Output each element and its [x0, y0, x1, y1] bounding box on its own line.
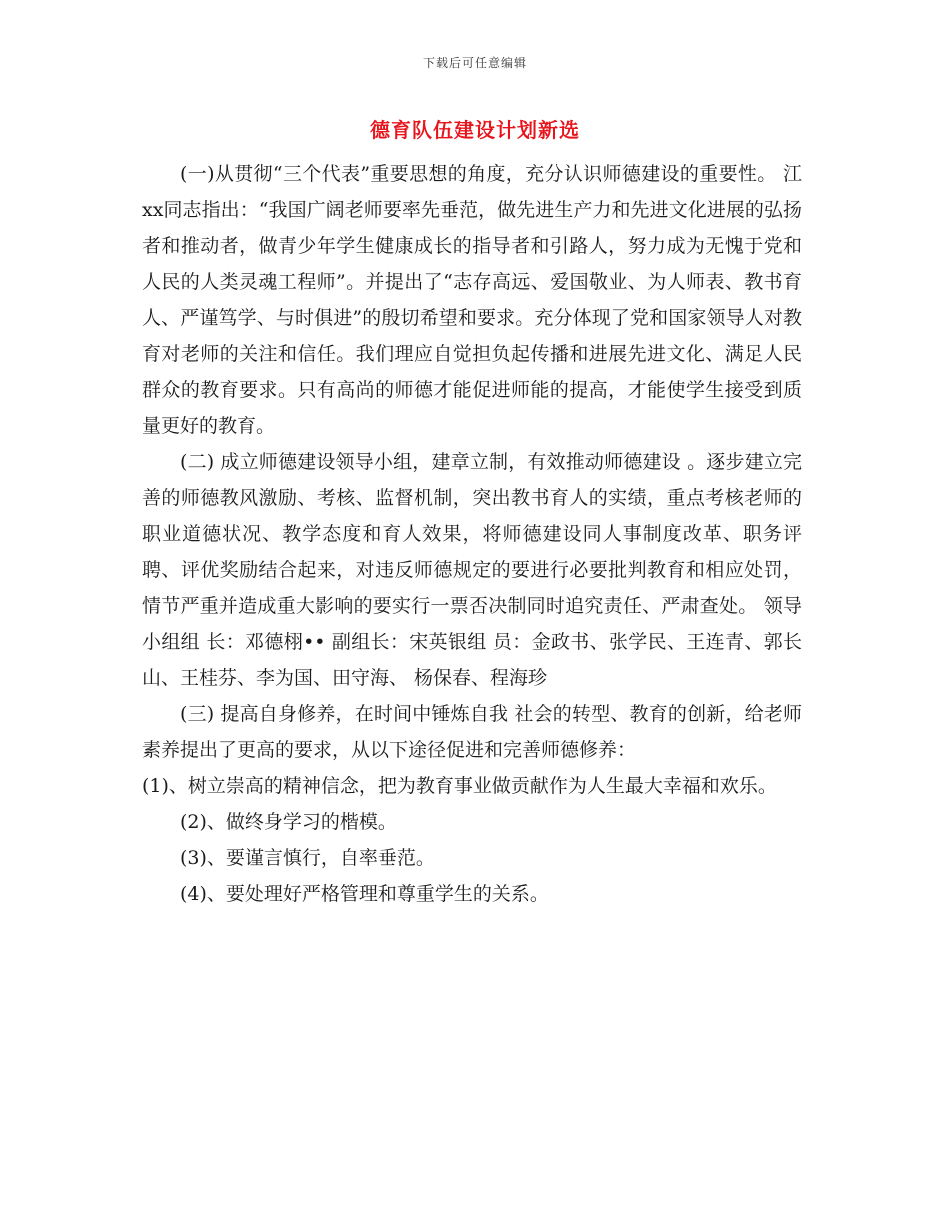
paragraph-section-3: (三) 提高自身修养，在时间中锤炼自我 社会的转型、教育的创新，给老师素养提出了更高的要求，从以下途径促进和完善师德修养：: [142, 703, 802, 761]
document-title: 德育队伍建设计划新选: [370, 118, 580, 142]
list-item-1: (1)、树立崇高的精神信念，把为教育事业做贡献作为人生最大幸福和欢乐。: [142, 775, 777, 797]
paragraph-section-2: (二) 成立师德建设领导小组，建章立制，有效推动师德建设 。逐步建立完善的师德教风激励、考核、监督机制，突出教书育人的实绩，重点考核老师的职业道德状况、教学态度和育人效果，将师德建设同人事制度改革、职务评聘、评优奖励结合起来，对违反师德规定的要进行必要批判教育和相应处罚，情节严重并造成重大影响的要实行一票否决制同时追究责任、严肃查处。 领导小组组 长：邓德栩•• 副组长：宋英银组 员：金政书、张学民、王连青、郭长山、王桂芬、李为国、田守海、 杨保春、程海珍: [142, 451, 802, 689]
list-item-2: (2)、做终身学习的楷模。: [180, 811, 397, 833]
list-item-4: (4)、要处理好严格管理和尊重学生的关系。: [180, 883, 549, 905]
list-item-3: (3)、要谨言慎行，自率垂范。: [180, 847, 435, 869]
paragraph-section-1: (一)从贯彻“三个代表”重要思想的角度，充分认识师德建设的重要性。 江xx同志指出：“我国广阔老师要率先垂范，做先进生产力和先进文化进展的弘扬者和推动者，做青少年学生健康成长的指导者和引路人，努力成为无愧于党和人民的人类灵魂工程师”。并提出了“志存高远、爱国敬业、为人师表、教书育人、严谨笃学、与时俱进”的殷切希望和要求。充分体现了党和国家领导人对教育对老师的关注和信任。我们理应自觉担负起传播和进展先进文化、满足人民群众的教育要求。只有高尚的师德才能促进师能的提高，才能使学生接受到质量更好的教育。: [142, 163, 802, 437]
document-body: [142, 156, 802, 912]
page-header-note: 下载后可任意编辑: [422, 56, 527, 70]
